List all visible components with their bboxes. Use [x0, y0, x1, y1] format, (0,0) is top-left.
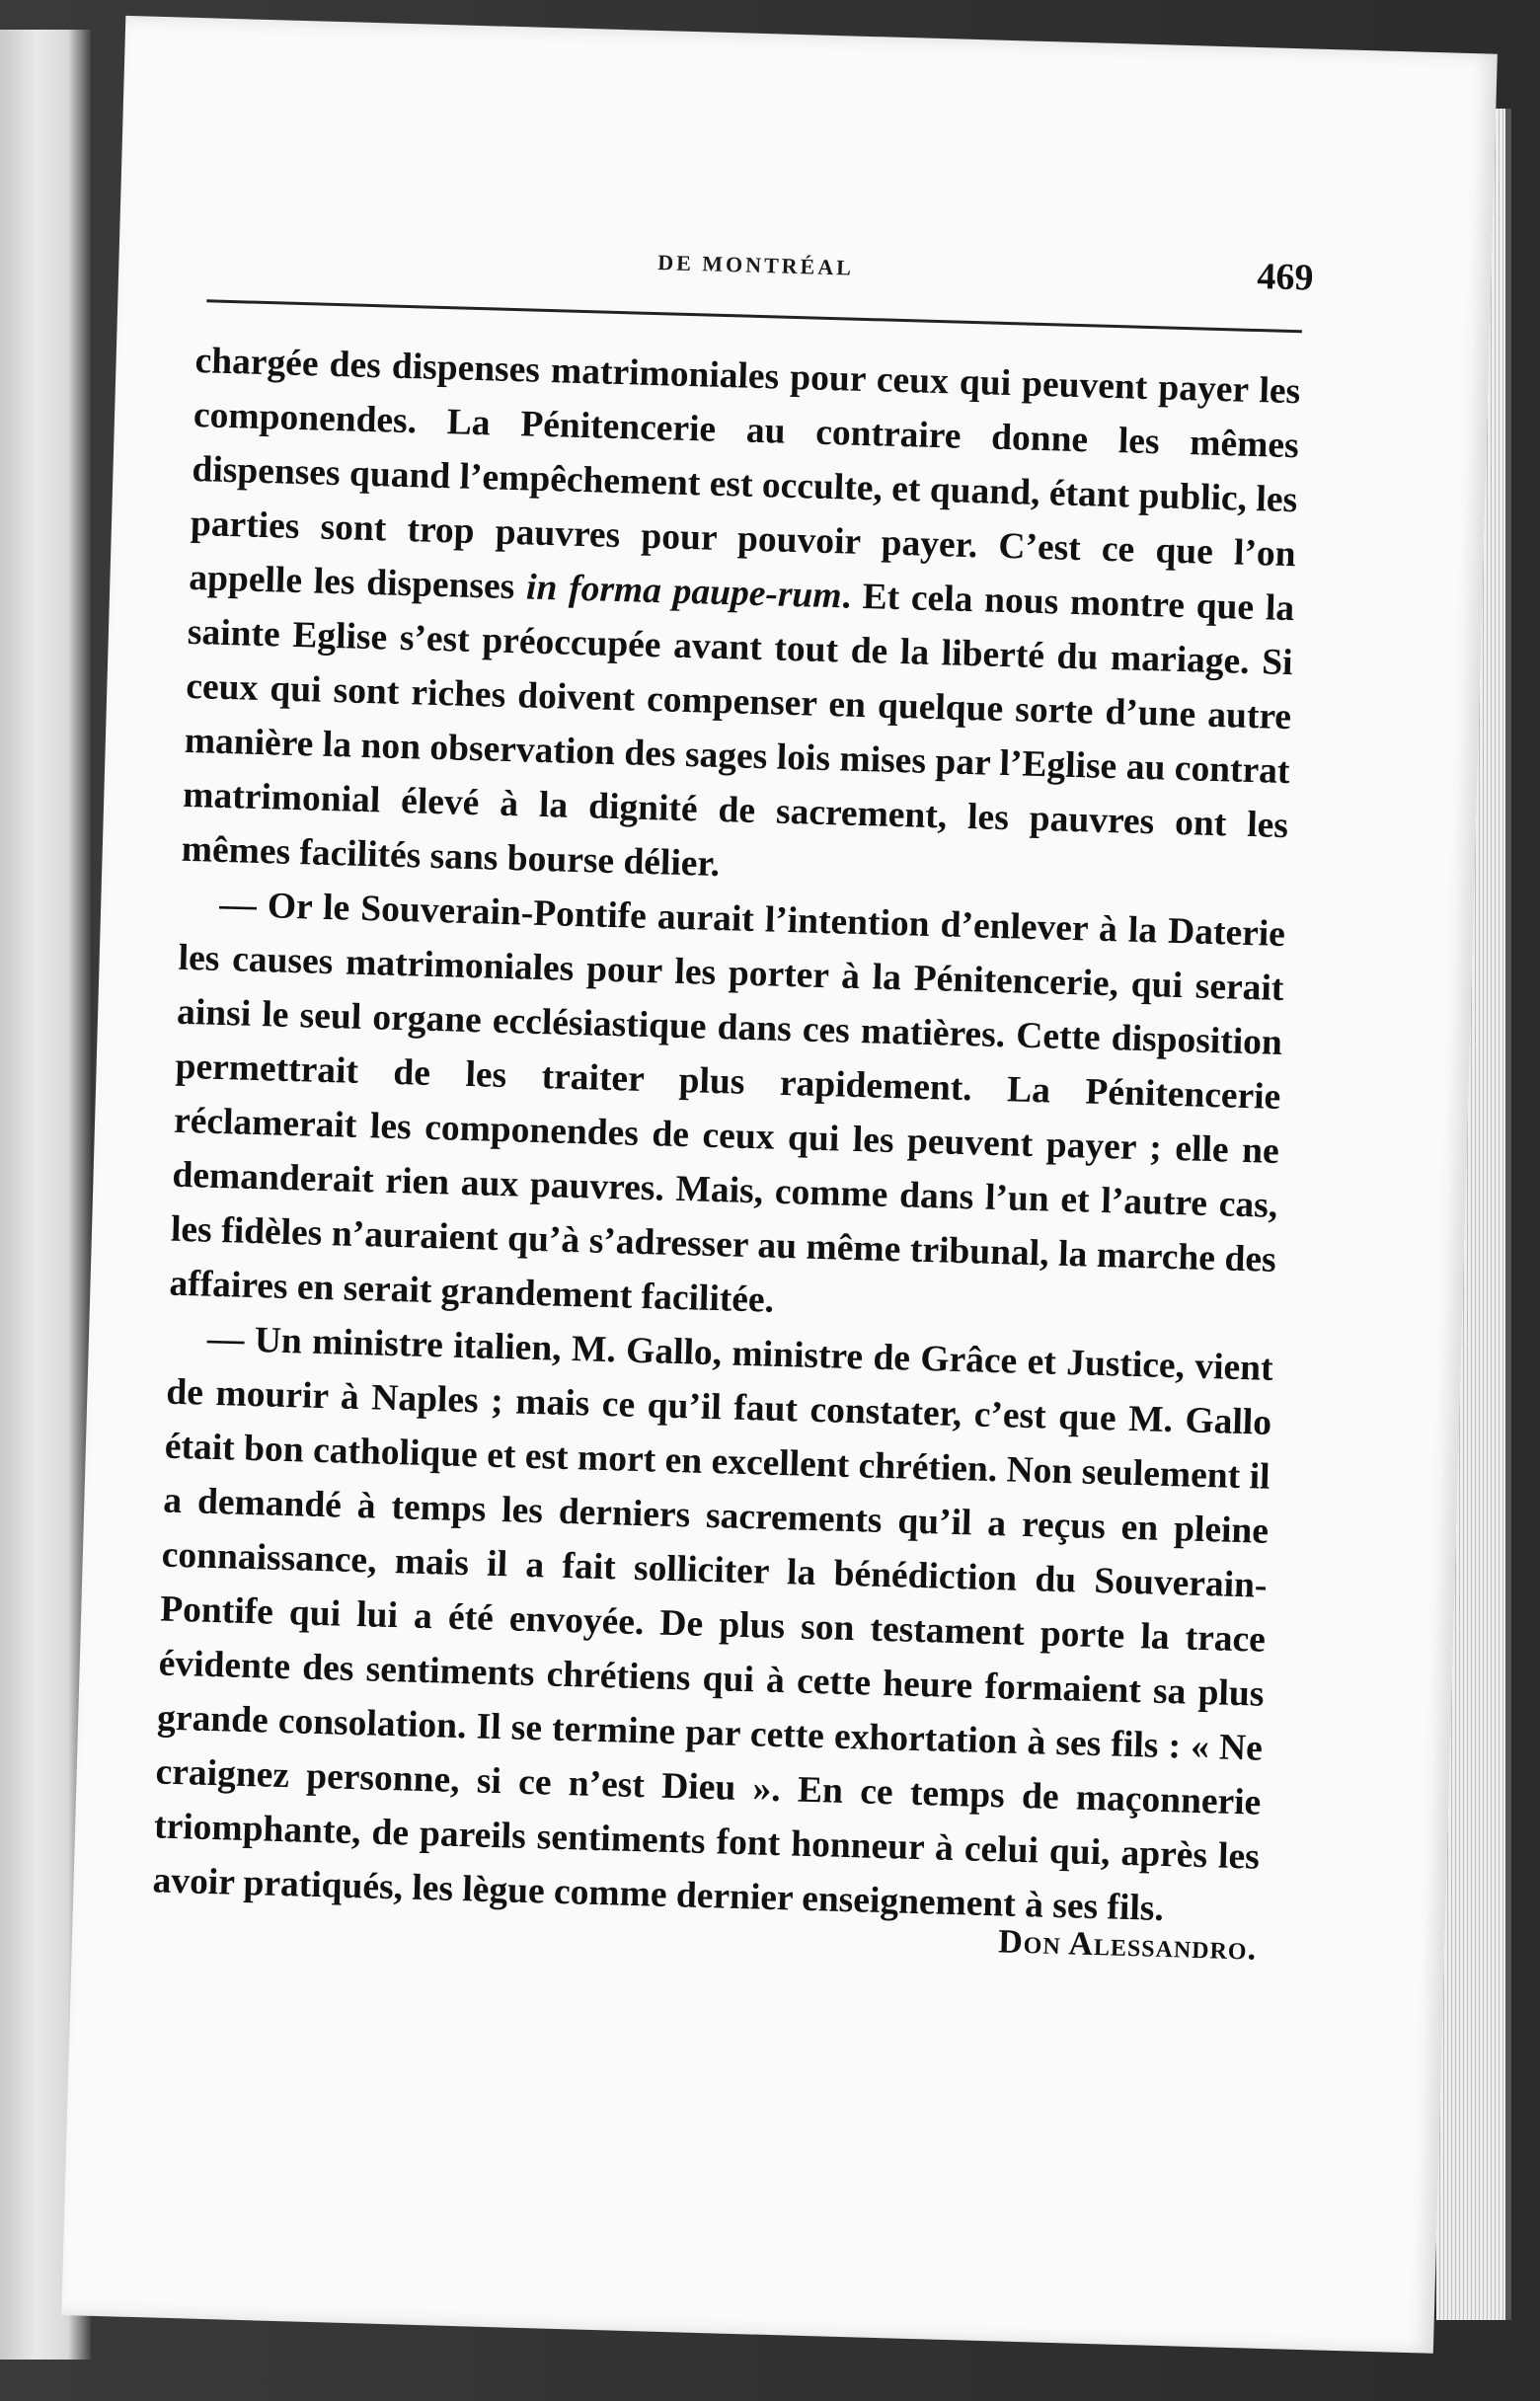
- paragraph-1-text: chargée des dispenses matrimoniales pour ceux qui peuvent payer les componendes. La Pénitencerie au contraire donne les mêmes dispenses quand l’empêchement est occulte, et quand, étant public, les parties sont trop pauvres pour pouvoir payer. C’est ce que l’on appelle les dispenses: [188, 341, 1301, 608]
- body-text: [151, 334, 1301, 1969]
- paragraph-1-text-end: . Et cela nous montre que la sainte Eglise s’est préoccupée avant tout de la liberté du mariage. Si ceux qui sont riches doivent compenser en quelque sorte d’une autre manière la non observation des sages lois mises par l’Eglise au contrat matrimonial élevé à la dignité de sacrement, les pauvres ont les mêmes facilités sans bourse délier.: [181, 576, 1295, 886]
- latin-phrase: in forma paupe-rum: [525, 567, 843, 617]
- paragraph-3: — Un ministre italien, M. Gallo, ministre de Grâce et Justice, vient de mourir à Naples ; mais ce qu’il faut constater, c’est que M. Gallo était bon catholique et est mort en excellent chrétien. Non seulement il a demandé à temps les derniers sacrements qu’il a reçus en pleine connaissance, mais il a fait solliciter la bénédiction du Souverain-Pontife qui lui a été envoyée. De plus son testament porte la trace évidente des sentiments chrétiens qui à cette heure formaient sa plus grande consolation. Il se termine par cette exhortation à ses fils : « Ne craignez personne, si ce n’est Dieu ». En ce temps de maçonnerie triomphante, de pareils sentiments font honneur à celui qui, après les avoir pratiqués, les lègue comme dernier enseignement à ses fils.: [152, 1318, 1274, 1929]
- running-title: DE MONTRÉAL: [656, 250, 855, 280]
- author-signature: Don Alessandro.: [997, 1923, 1258, 1968]
- paragraph-2: — Or le Souverain-Pontife aurait l’intention d’enlever à la Daterie les causes matrimoniales pour les porter à la Pénitencerie, qui serait ainsi le seul organe ecclésiastique dans ces matières. Cette disposition permettrait de les traiter plus rapidement. La Pénitencerie réclamerait les componendes de ceux qui les peuvent payer ; elle ne demanderait rien aux pauvres. Mais, comme dans l’un et l’autre cas, les fidèles n’auraient qu’à s’adresser au même tribunal, la marche des affaires en serait grandement facilitée.: [168, 884, 1286, 1321]
- book-page: [61, 16, 1498, 2354]
- page-number: 469: [1256, 256, 1315, 299]
- paragraph-1: [181, 334, 1301, 907]
- running-header: [207, 225, 1315, 315]
